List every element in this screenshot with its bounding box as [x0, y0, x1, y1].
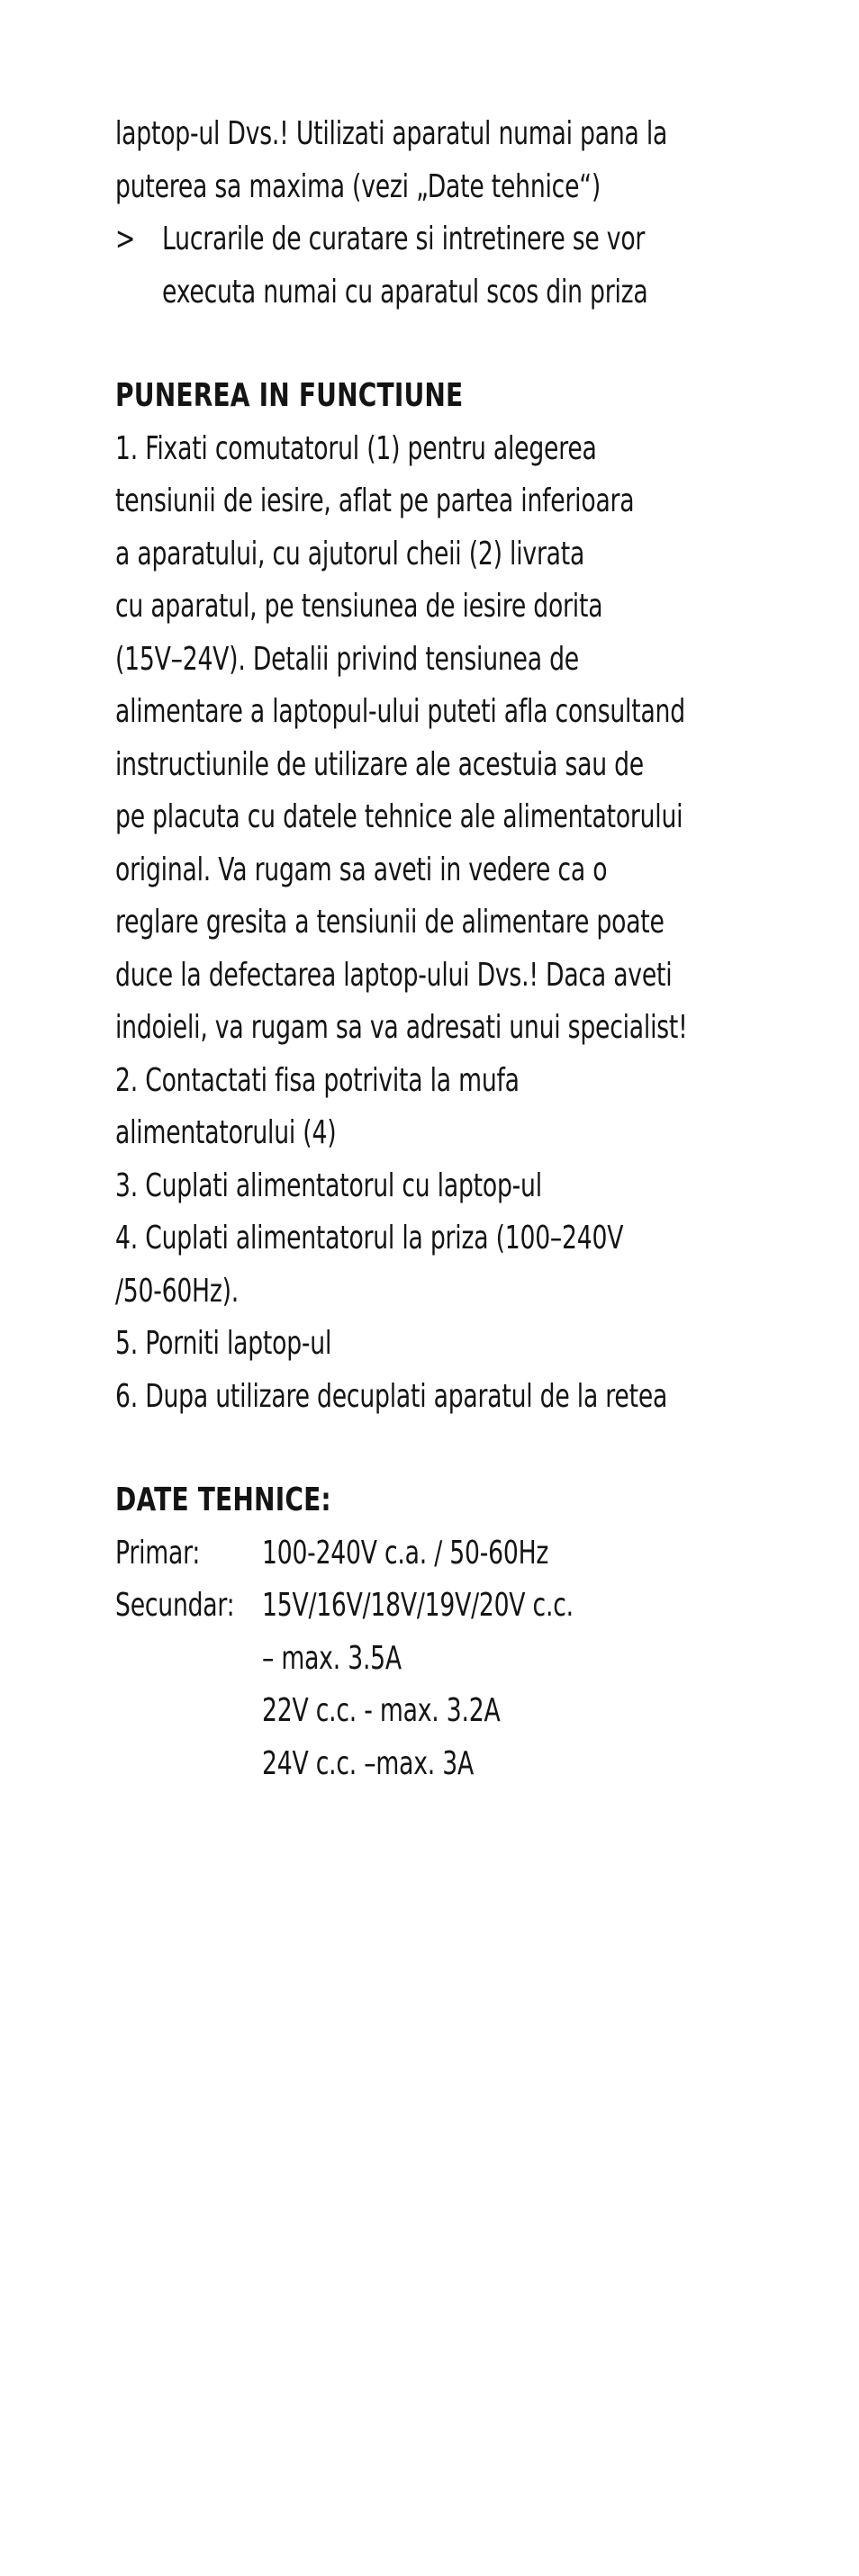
setup-line: original. Va rugam sa aveti in vedere ca o	[115, 851, 608, 888]
setup-line: /50-60Hz).	[115, 1272, 240, 1310]
setup-section	[115, 370, 764, 1423]
setup-line: 3. Cuplati alimentatorul cu laptop-ul	[115, 1166, 542, 1204]
setup-line: reglare gresita a tensiunii de alimentare poate	[115, 904, 665, 941]
specs-section	[115, 1474, 764, 1790]
setup-line: 6. Dupa utilizare decuplati aparatul de la retea	[115, 1377, 668, 1415]
manual-page	[115, 108, 764, 1790]
spec-row-primary	[115, 1527, 764, 1581]
setup-line: 2. Contactati fisa potrivita la mufa	[115, 1061, 520, 1099]
intro-section	[115, 108, 764, 319]
intro-line: puterea sa maxima (vezi „Date tehnice“)	[115, 167, 601, 205]
bullet-marker: >	[115, 221, 136, 257]
setup-line: alimentatorului (4)	[115, 1114, 337, 1151]
setup-heading: PUNEREA IN FUNCTIUNE	[115, 377, 464, 414]
cleaning-note	[115, 213, 764, 319]
setup-line: cu aparatul, pe tensiunea de iesire dorita	[115, 588, 603, 625]
spec-value-secondary: 15V/16V/18V/19V/20V c.c.	[262, 1587, 574, 1624]
setup-line: (15V–24V). Detalii privind tensiunea de	[115, 640, 579, 678]
specs-heading: DATE TEHNICE:	[115, 1482, 331, 1518]
spec-row-secondary-cont	[115, 1633, 764, 1686]
setup-line: alimentare a laptopul-ului puteti afla consultand	[115, 693, 685, 730]
spec-row-secondary-cont	[115, 1685, 764, 1738]
setup-line: a aparatului, cu ajutorul cheii (2) livrata	[115, 535, 585, 572]
spec-value-primary: 100-240V c.a. / 50-60Hz	[262, 1534, 549, 1572]
setup-line: 4. Cuplati alimentatorul la priza (100–240V	[115, 1220, 624, 1256]
setup-line: duce la defectarea laptop-ului Dvs.! Daca aveti	[115, 956, 673, 994]
cleaning-note-line: executa numai cu aparatul scos din priza	[162, 273, 648, 311]
setup-line: tensiunii de iesire, aflat pe partea inferioara	[115, 482, 635, 519]
spec-value-secondary: 24V c.c. –max. 3A	[262, 1744, 474, 1782]
spec-value-secondary: – max. 3.5A	[262, 1639, 402, 1677]
spec-row-secondary-cont	[115, 1738, 764, 1791]
setup-line: instructiunile de utilizare ale acestuia sau de	[115, 745, 644, 783]
setup-line: pe placuta cu datele tehnice ale alimentatorului	[115, 798, 683, 835]
cleaning-note-line: Lucrarile de curatare si intretinere se vor	[162, 221, 646, 257]
spec-label-primary: Primar:	[115, 1534, 201, 1572]
setup-line: indoieli, va rugam sa va adresati unui specialist!	[115, 1009, 688, 1046]
spec-label-secondary: Secundar:	[115, 1587, 235, 1624]
spec-value-secondary: 22V c.c. - max. 3.2A	[262, 1692, 501, 1729]
setup-line: 5. Porniti laptop-ul	[115, 1325, 332, 1362]
spec-row-secondary	[115, 1580, 764, 1633]
intro-line: laptop-ul Dvs.! Utilizati aparatul numai pana la	[115, 115, 668, 152]
setup-line: 1. Fixati comutatorul (1) pentru alegerea	[115, 429, 597, 467]
